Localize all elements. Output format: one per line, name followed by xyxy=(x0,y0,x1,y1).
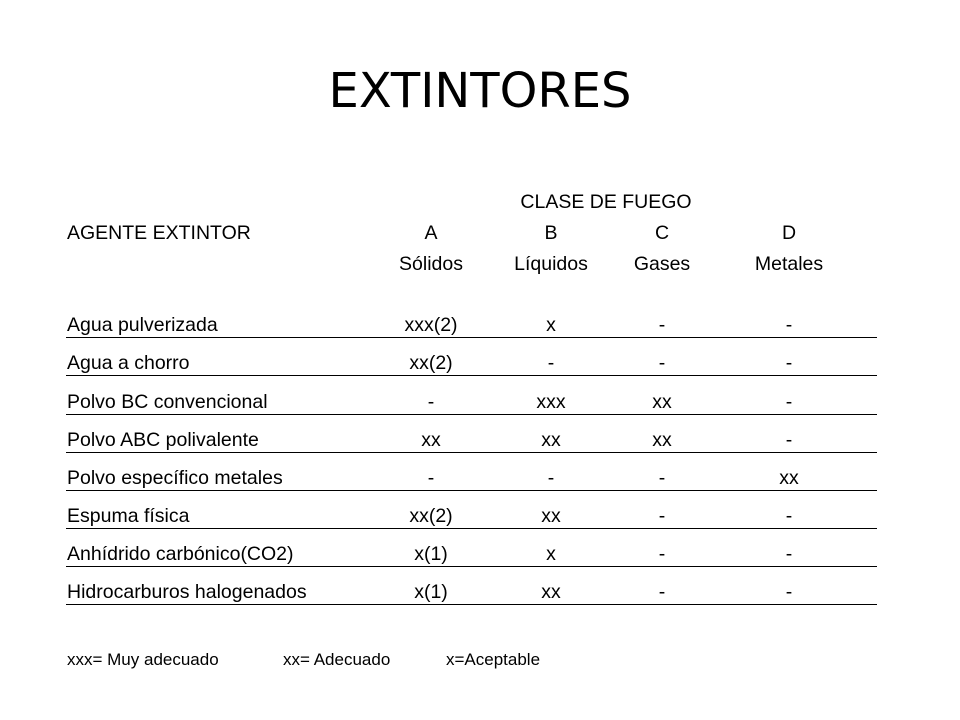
row-cell: xxx(2) xyxy=(404,314,458,336)
row-cell: - xyxy=(785,543,793,565)
row-cell: - xyxy=(658,581,666,603)
legend-item-very-suitable: xxx= Muy adecuado xyxy=(67,650,219,669)
column-name-a: Sólidos xyxy=(399,253,463,275)
row-agent-label: Espuma física xyxy=(67,505,190,527)
row-cell: x xyxy=(546,543,556,565)
row-agent-label: Anhídrido carbónico(CO2) xyxy=(67,543,294,565)
column-name-c: Gases xyxy=(633,253,691,275)
row-cell: x(1) xyxy=(414,581,448,603)
row-cell: - xyxy=(658,543,666,565)
row-cell: xx xyxy=(652,391,672,413)
row-divider xyxy=(66,414,877,415)
agent-column-header: AGENTE EXTINTOR xyxy=(67,222,251,244)
row-cell: - xyxy=(547,352,555,374)
row-cell: x xyxy=(546,314,556,336)
row-agent-label: Polvo específico metales xyxy=(67,467,283,489)
row-cell: - xyxy=(785,314,793,336)
row-divider xyxy=(66,337,877,338)
row-cell: x(1) xyxy=(414,543,448,565)
row-cell: - xyxy=(658,505,666,527)
row-divider xyxy=(66,604,877,605)
row-agent-label: Hidrocarburos halogenados xyxy=(67,581,307,603)
legend-item-acceptable: x=Aceptable xyxy=(446,650,541,669)
column-name-d: Metales xyxy=(754,253,824,275)
row-divider xyxy=(66,528,877,529)
row-cell: - xyxy=(785,429,793,451)
row-cell: xx xyxy=(541,505,561,527)
row-cell: - xyxy=(427,467,435,489)
row-cell: - xyxy=(785,505,793,527)
row-divider xyxy=(66,375,877,376)
column-letter-b: B xyxy=(544,222,558,244)
row-cell: xx xyxy=(779,467,799,489)
row-agent-label: Polvo ABC polivalente xyxy=(67,429,259,451)
fire-class-group-header: CLASE DE FUEGO xyxy=(520,191,692,213)
row-cell: - xyxy=(547,467,555,489)
row-cell: xx xyxy=(652,429,672,451)
legend-item-suitable: xx= Adecuado xyxy=(283,650,391,669)
row-cell: - xyxy=(427,391,435,413)
row-cell: - xyxy=(658,467,666,489)
row-cell: xx xyxy=(541,429,561,451)
row-cell: - xyxy=(785,352,793,374)
row-agent-label: Polvo BC convencional xyxy=(67,391,268,413)
row-cell: xx(2) xyxy=(409,505,453,527)
column-letter-a: A xyxy=(424,222,438,244)
row-agent-label: Agua a chorro xyxy=(67,352,190,374)
row-cell: - xyxy=(658,314,666,336)
row-divider xyxy=(66,566,877,567)
column-name-b: Líquidos xyxy=(514,253,588,275)
row-cell: xx(2) xyxy=(409,352,453,374)
row-divider xyxy=(66,452,877,453)
row-cell: xx xyxy=(421,429,441,451)
row-cell: - xyxy=(785,391,793,413)
row-cell: - xyxy=(658,352,666,374)
column-letter-c: C xyxy=(654,222,670,244)
row-agent-label: Agua pulverizada xyxy=(67,314,218,336)
slide-title: EXTINTORES xyxy=(328,63,632,119)
row-cell: xxx xyxy=(536,391,566,413)
row-divider xyxy=(66,490,877,491)
row-cell: - xyxy=(785,581,793,603)
column-letter-d: D xyxy=(781,222,797,244)
row-cell: xx xyxy=(541,581,561,603)
